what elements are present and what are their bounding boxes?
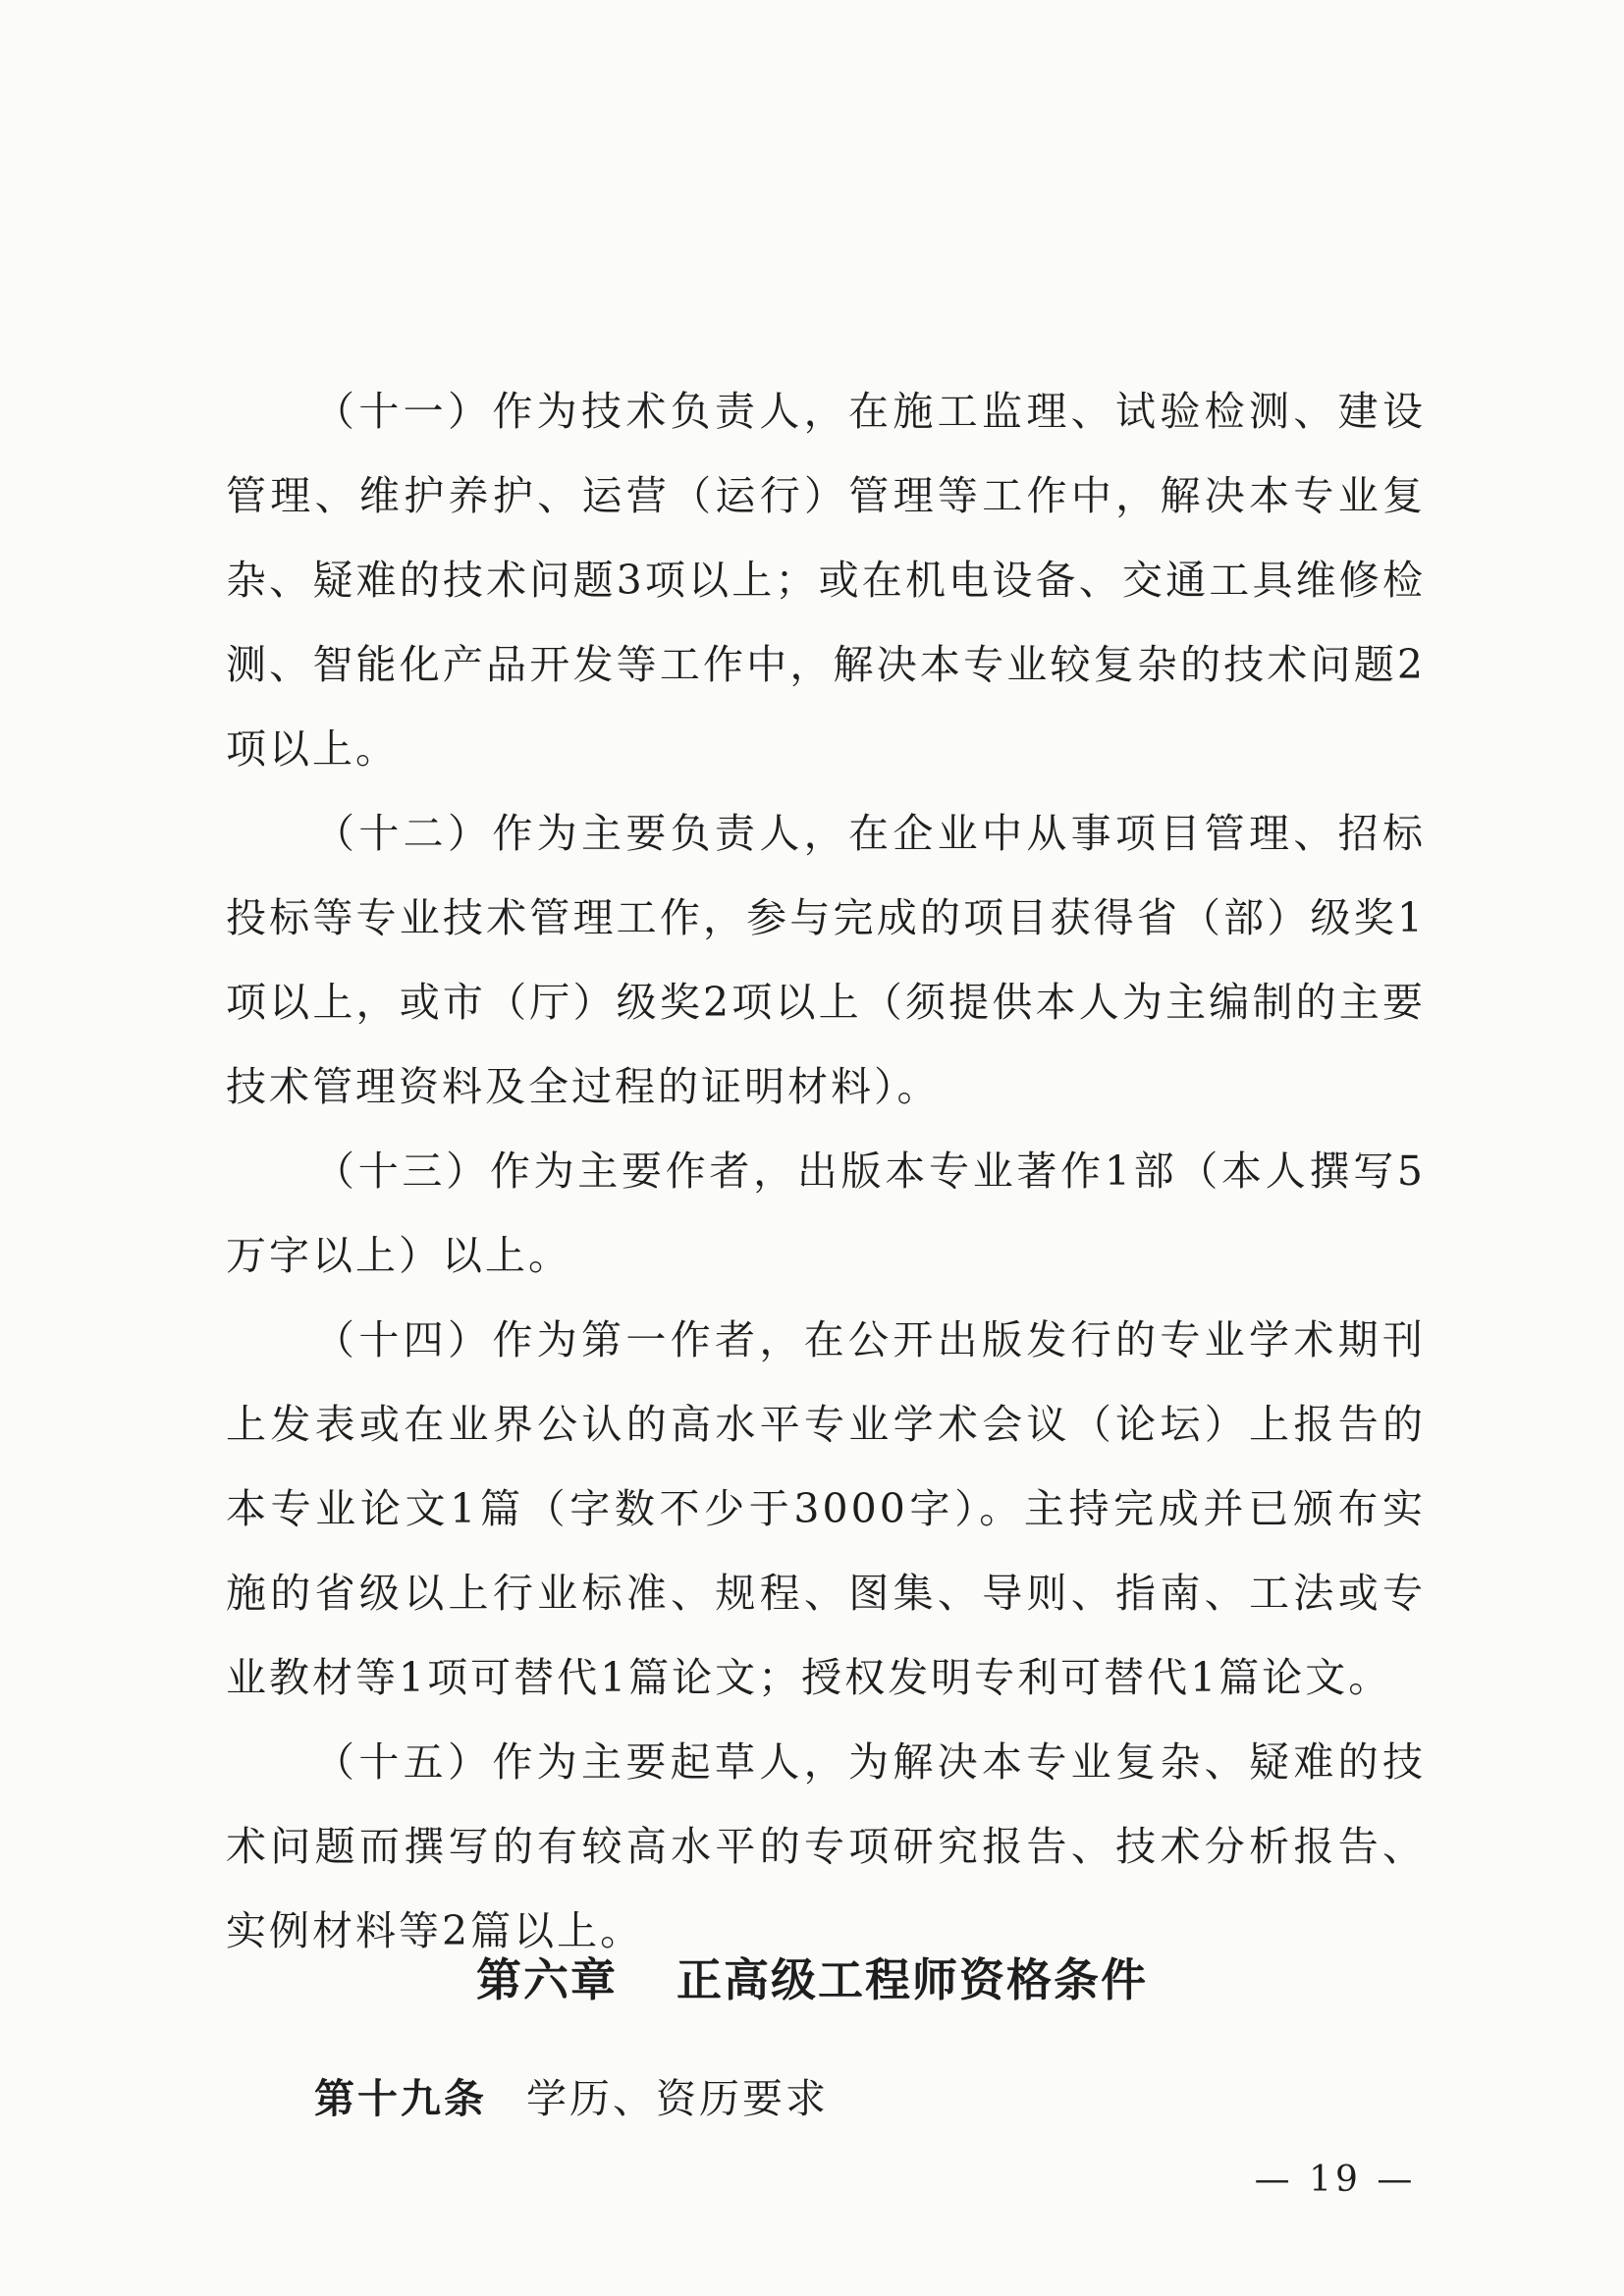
article-title: 学历、资历要求 <box>526 2075 829 2122</box>
chapter-number: 第六章 <box>476 1953 618 2006</box>
paragraph-item-13: （十三）作为主要作者，出版本专业著作1部（本人撰写5万字以上）以上。 <box>226 1148 1426 1279</box>
article-number: 第十九条 <box>314 2075 487 2122</box>
paragraph-item-11: （十一）作为技术负责人，在施工监理、试验检测、建设管理、维护养护、运营（运行）管理等工作中，解决本专业复杂、疑难的技术问题3项以上；或在机电设备、交通工具维修检测、智能化产品开发等工作中，解决本专业较复杂的技术问题2项以上。 <box>226 388 1426 773</box>
chapter-title: 正高级工程师资格条件 <box>677 1953 1148 2006</box>
article-heading <box>314 2069 829 2128</box>
paragraph-item-15: （十五）作为主要起草人，为解决本专业复杂、疑难的技术问题而撰写的有较高水平的专项研究报告、技术分析报告、实例材料等2篇以上。 <box>226 1738 1426 1954</box>
body-text <box>226 369 1426 1973</box>
chapter-heading <box>0 1946 1624 2014</box>
paragraph-item-14: （十四）作为第一作者，在公开出版发行的专业学术期刊上发表或在业界公认的高水平专业学术会议（论坛）上报告的本专业论文1篇（字数不少于3000字）。主持完成并已颁布实施的省级以上行业标准、规程、图集、导则、指南、工法或专业教材等1项可替代1篇论文；授权发明专利可替代1篇论文。 <box>226 1316 1426 1701</box>
paragraph-item-12: （十二）作为主要负责人，在企业中从事项目管理、招标投标等专业技术管理工作，参与完成的项目获得省（部）级奖1项以上，或市（厅）级奖2项以上（须提供本人为主编制的主要技术管理资料及全过程的证明材料）。 <box>226 810 1426 1110</box>
page-number: — 19 — <box>1254 2160 1417 2200</box>
